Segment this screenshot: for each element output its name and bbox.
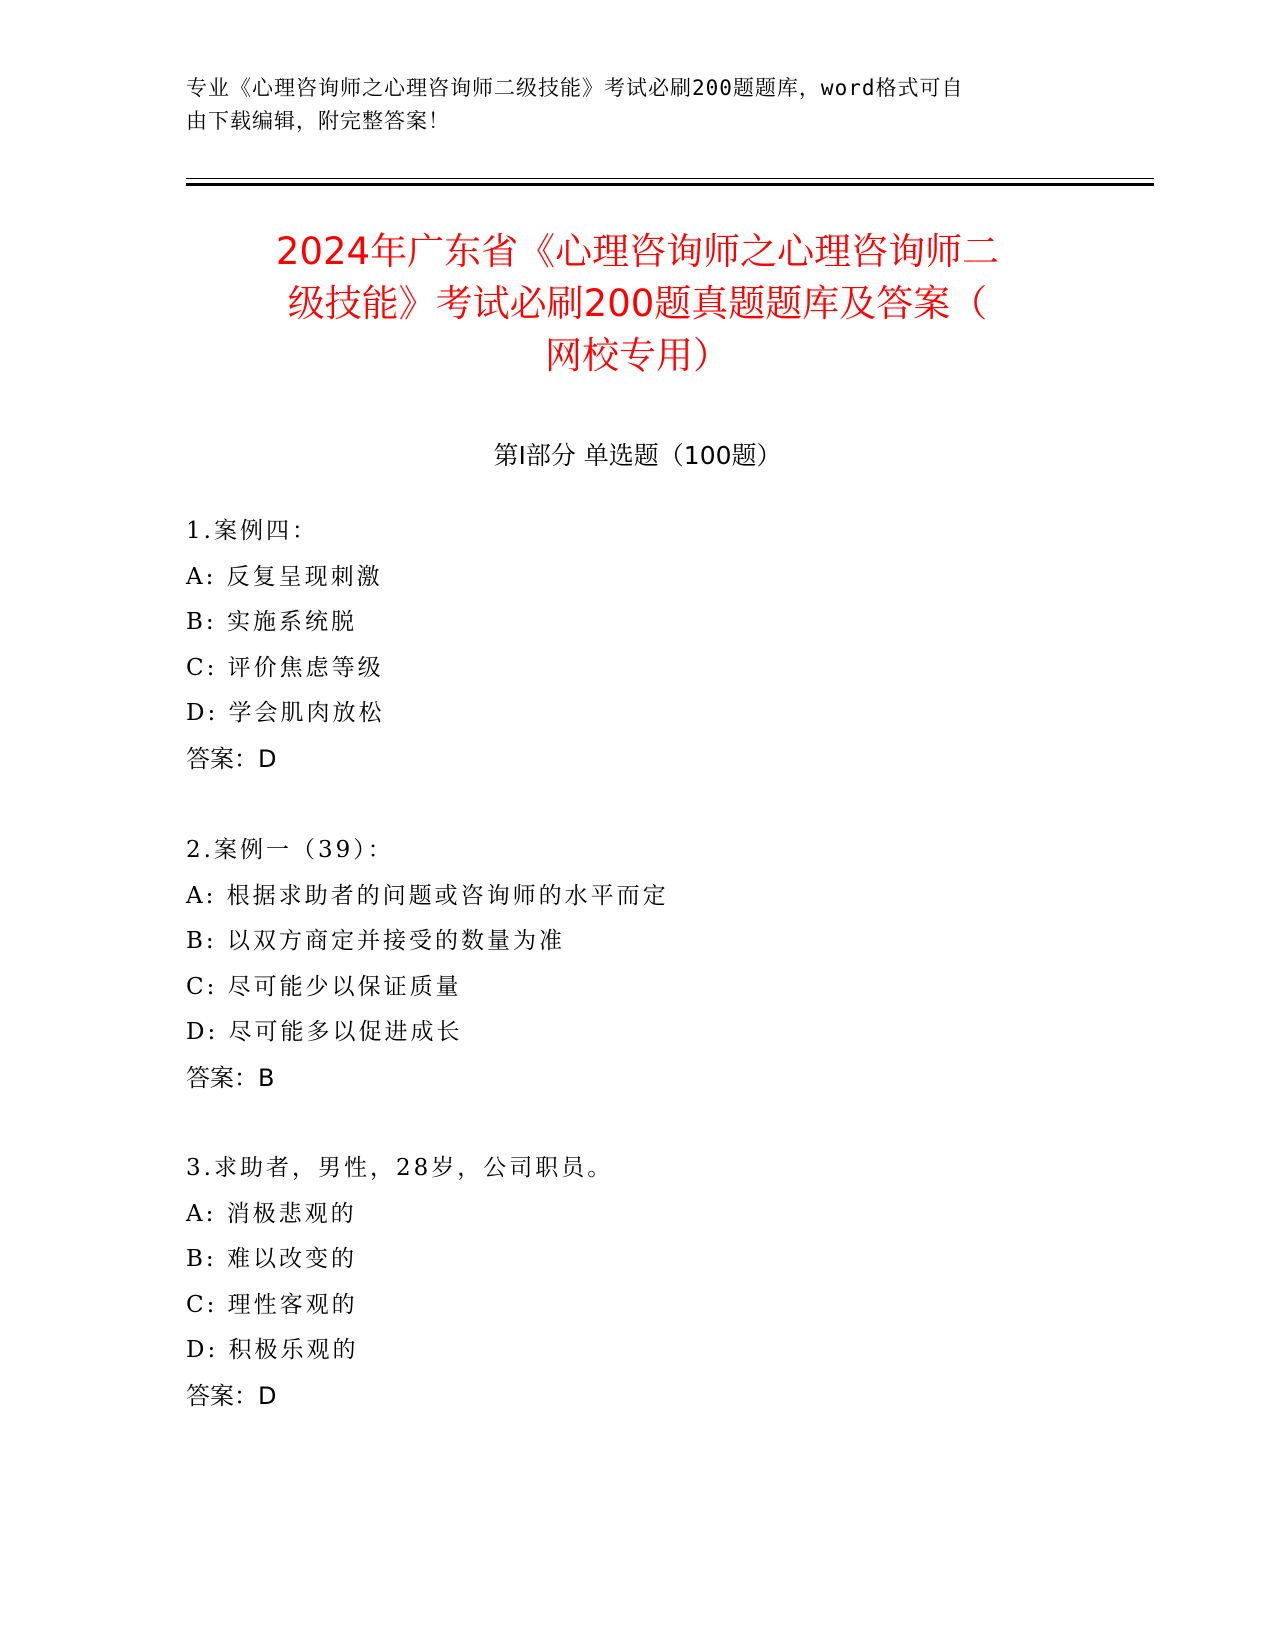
option-d: D: 学会肌肉放松 [186, 700, 385, 726]
header-note-line-2: 由下载编辑，附完整答案！ [186, 109, 450, 133]
question-stem: 3.求助者，男性，28岁，公司职员。 [186, 1155, 614, 1181]
header-rule-thin [186, 178, 1154, 179]
option-a: A: 消极悲观的 [186, 1200, 357, 1227]
option-c: C: 理性客观的 [186, 1291, 358, 1318]
answer-line: 答案：D [186, 1381, 277, 1410]
option-b: B: 难以改变的 [186, 1246, 357, 1272]
document-title [180, 226, 1095, 382]
question-1 [186, 509, 1086, 782]
document-title-line-2: 级技能》考试必刷200题真题题库及答案（ [287, 282, 988, 325]
option-b: B: 以双方商定并接受的数量为准 [186, 928, 565, 954]
option-a: A: 根据求助者的问题或咨询师的水平而定 [186, 882, 669, 909]
header-rule-thick [186, 183, 1154, 186]
question-2 [186, 828, 1086, 1101]
section-heading: 第Ⅰ部分 单选题（100题） [493, 441, 782, 470]
answer-line: 答案：D [186, 744, 277, 773]
option-c: C: 评价焦虑等级 [186, 654, 384, 681]
question-3 [186, 1146, 1086, 1419]
document-title-line-1: 2024年广东省《心理咨询师之心理咨询师二 [275, 230, 1000, 273]
answer-line: 答案：B [186, 1063, 275, 1092]
option-b: B: 实施系统脱 [186, 609, 357, 635]
header-note-line-1: 专业《心理咨询师之心理咨询师二级技能》考试必刷200题题库，word格式可自 [186, 76, 964, 100]
question-stem: 2.案例一（39）： [186, 837, 394, 863]
question-stem: 1.案例四： [186, 518, 318, 544]
option-d: D: 尽可能多以促进成长 [186, 1019, 463, 1045]
option-c: C: 尽可能少以保证质量 [186, 973, 462, 1000]
header-note [186, 72, 1086, 138]
document-title-line-3: 网校专用） [545, 334, 730, 377]
option-d: D: 积极乐观的 [186, 1337, 359, 1363]
option-a: A: 反复呈现刺激 [186, 563, 383, 590]
